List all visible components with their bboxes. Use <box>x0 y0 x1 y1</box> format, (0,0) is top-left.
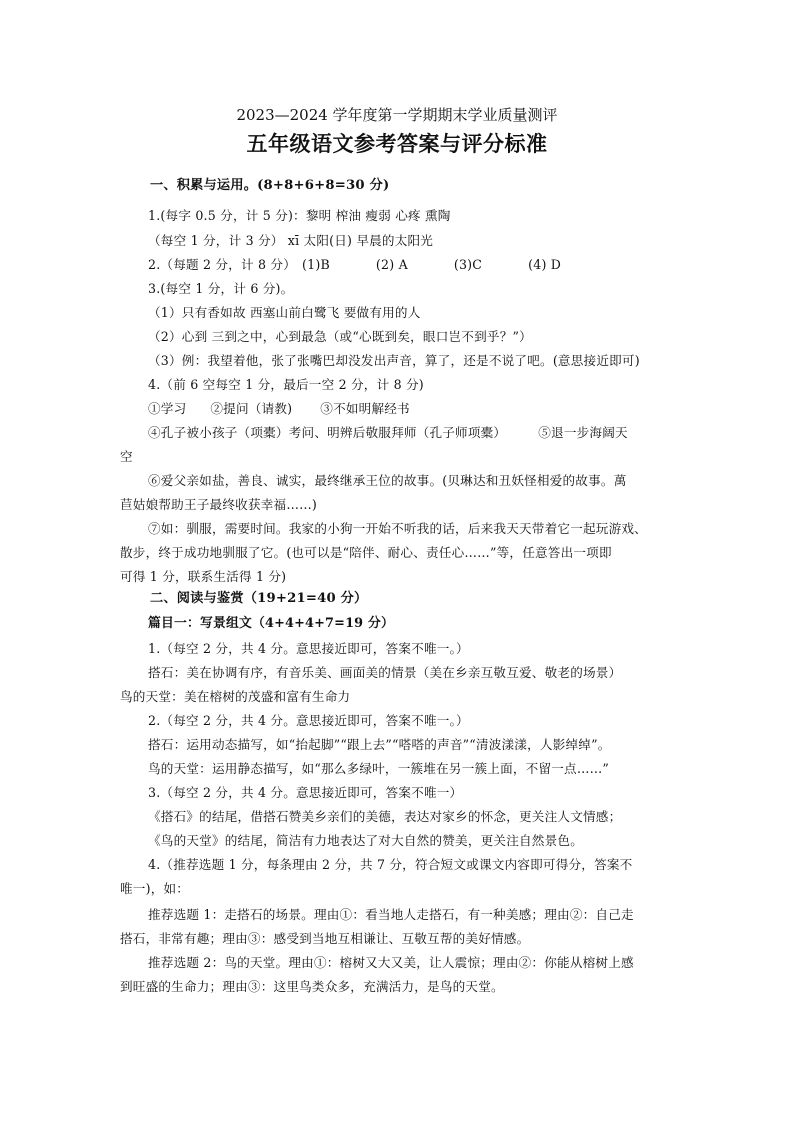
s1-line-3 <box>148 257 561 273</box>
s1-line-9 <box>148 401 410 417</box>
section2-heading: 二、阅读与鉴赏（19+21=40 分） <box>150 591 368 606</box>
s1-answer-3: (3)C <box>453 257 483 272</box>
s1-line-12: ⑥爱父亲如盐，善良、诚实，最终继承王位的故事。(贝琳达和丑妖怪相爱的故事。萬 <box>148 473 627 488</box>
section2-subheading: 篇目一：写景组文（4+4+4+7=19 分） <box>148 616 394 631</box>
s2-line-13: 搭石，非常有趣；理由③：感受到当地互相谦让、互敬互帮的美好情感。 <box>120 931 530 946</box>
answer-key-title: 五年级语文参考答案与评分标准 <box>246 132 548 156</box>
s1-line-3-prefix: 2.（每题 2 分，计 8 分） <box>148 257 297 272</box>
s2-line-1: 1.（每空 2 分，共 4 分。意思接近即可，答案不唯一。） <box>148 641 469 656</box>
s1-line-1: 1.(每字 0.5 分，计 5 分)：黎明 榨油 瘦弱 心疼 熏陶 <box>148 208 451 223</box>
s2-line-9: 《鸟的天堂》的结尾，简洁有力地表达了对大自然的赞美，更关注自然景色。 <box>148 833 583 848</box>
s2-line-7: 3.（每空 2 分，共 4 分。意思接近即可，答案不唯一） <box>148 785 463 800</box>
s1-blank-5: ⑤退一步海阔天 <box>538 425 628 440</box>
s1-line-7: （3）例：我望着他，张了张嘴巴却没发出声音，算了，还是不说了吧。(意思接近即可) <box>148 353 640 368</box>
s1-line-6: （2）心到 三到之中，心到最急（或“心既到矣，眼口岂不到乎？”） <box>148 329 532 344</box>
s1-answer-2: (2) A <box>375 257 408 272</box>
exam-title: 2023—2024 学年度第一学期期末学业质量测评 <box>236 106 558 124</box>
s1-line-10 <box>148 425 628 441</box>
s2-line-3: 鸟的天堂：美在榕树的茂盛和富有生命力 <box>120 689 351 704</box>
s2-line-10: 4.（推荐选题 1 分，每条理由 2 分，共 7 分，符合短文或课文内容即可得分，答案不 <box>148 857 633 872</box>
s1-blank-4: ④孔子被小孩子（项橐）考问、明辨后敬服拜师（孔子师项橐） <box>148 425 507 440</box>
s1-answer-4: (4) D <box>528 257 562 272</box>
s2-line-6: 鸟的天堂：运用静态描写，如“那么多绿叶，一簇堆在另一簇上面，不留一点……” <box>148 761 610 776</box>
s2-line-2: 搭石：美在协调有序，有音乐美、画面美的情景（美在乡亲互敬互爱、敬老的场景） <box>148 665 622 680</box>
s2-line-8: 《搭石》的结尾，借搭石赞美乡亲们的美德，表达对家乡的怀念，更关注人文情感； <box>148 809 622 824</box>
s1-line-15: 散步，终于成功地驯服了它。(也可以是“陪伴、耐心、责任心……”等，任意答出一项即 <box>120 545 612 560</box>
s1-line-14: ⑦如：驯服，需要时间。我家的小狗一开始不听我的话，后来我天天带着它一起玩游戏、 <box>148 521 647 536</box>
s1-line-5: （1）只有香如故 西塞山前白鹭飞 要做有用的人 <box>148 305 421 320</box>
s1-blank-2: ②提问（请教) <box>210 401 293 416</box>
s2-line-11: 唯一)，如： <box>120 881 190 896</box>
s2-line-14: 推荐选题 2：鸟的天堂。理由①：榕树又大又美，让人震惊；理由②：你能从榕树上感 <box>148 955 634 970</box>
s1-answer-1: (1)B <box>302 257 330 272</box>
s1-line-16: 可得 1 分，联系生活得 1 分) <box>120 569 287 584</box>
s2-line-5: 搭石：运用动态描写，如“抬起脚”“跟上去”“嗒嗒的声音”“清波漾漾，人影绰绰”。 <box>148 737 611 752</box>
s2-line-4: 2.（每空 2 分，共 4 分。意思接近即可，答案不唯一。） <box>148 713 469 728</box>
s1-line-2: （每空 1 分，计 3 分） xī 太阳(日) 早晨的太阳光 <box>148 233 434 248</box>
s1-blank-3: ③不如明解经书 <box>320 401 410 416</box>
s1-line-13: 苣姑娘帮助王子最终收获幸福……) <box>120 497 318 512</box>
s2-line-15: 到旺盛的生命力；理由③：这里鸟类众多，充满活力，是鸟的天堂。 <box>120 979 504 994</box>
s2-line-12: 推荐选题 1：走搭石的场景。理由①：看当地人走搭石，有一种美感；理由②：自己走 <box>148 907 634 922</box>
s1-line-4: 3.(每空 1 分，计 6 分)。 <box>148 281 294 296</box>
s1-line-8: 4.（前 6 空每空 1 分，最后一空 2 分，计 8 分) <box>148 377 424 392</box>
s1-line-11: 空 <box>120 449 133 464</box>
section1-heading: 一、积累与运用。(8+8+6+8=30 分) <box>150 178 390 193</box>
s1-blank-1: ①学习 <box>148 401 187 416</box>
